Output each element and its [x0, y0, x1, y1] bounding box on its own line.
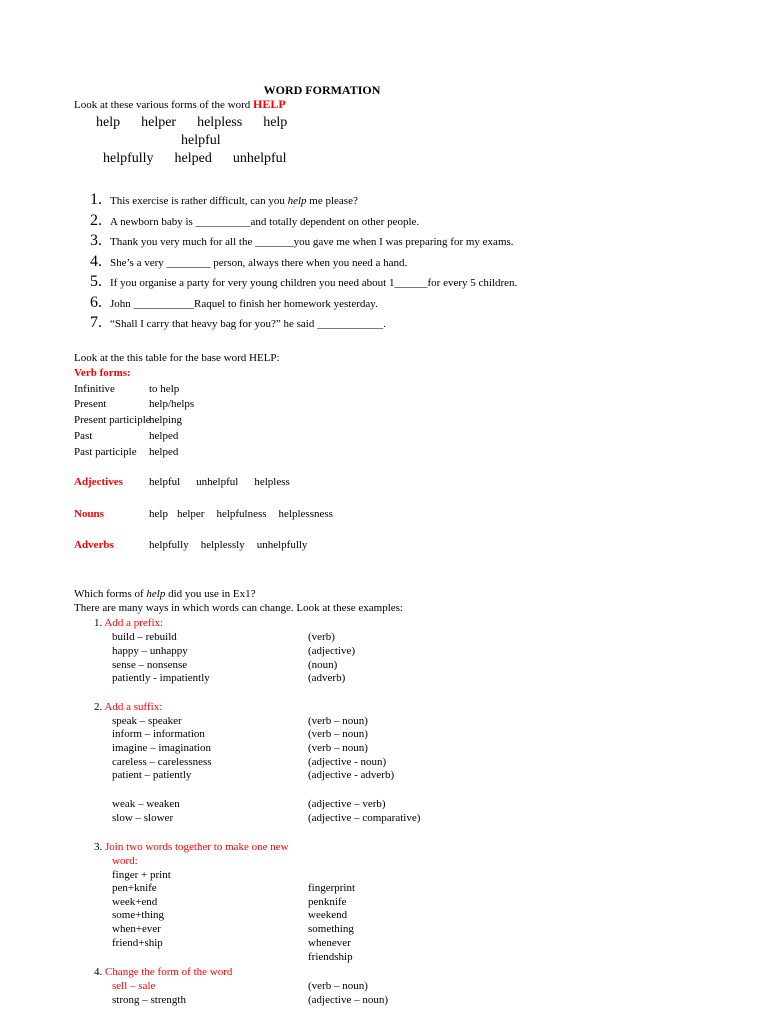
exercise-text: “Shall I carry that heavy bag for you?” he said ____________.: [110, 318, 386, 330]
exercise-text: A newborn baby is __________and totally dependent on other people.: [110, 216, 420, 228]
suffix-heading: [94, 701, 162, 714]
compound-result: friendship: [308, 951, 353, 963]
category-word: helplessly: [200, 539, 245, 551]
exercise-text: me please?: [306, 195, 358, 207]
suffix-word: patient – patiently: [112, 769, 192, 781]
nouns-label: Nouns: [74, 508, 104, 520]
verb-forms-heading: Verb forms:: [74, 367, 131, 379]
category-word: helpful: [149, 476, 181, 488]
adjectives-label: Adjectives: [74, 476, 123, 488]
intro-word: HELP: [253, 97, 286, 111]
section-number: 2.: [94, 701, 105, 713]
exercise-1: [90, 190, 358, 209]
exercise-text: Thank you very much for all the _______you gave me when I was preparing for my exams.: [110, 236, 514, 248]
compound-part: pen+knife: [112, 882, 157, 894]
change-word: sell – sale: [112, 980, 156, 992]
prefix-heading: [94, 617, 163, 630]
forms-line-1: [96, 115, 287, 132]
suffix-type: (verb – noun): [308, 715, 368, 727]
suffix-type: (verb – noun): [308, 728, 368, 740]
section-number: 4.: [94, 966, 105, 978]
forms-line-2: helpful: [181, 133, 221, 148]
compound-part: week+end: [112, 896, 158, 908]
category-word: unhelpfully: [256, 539, 308, 551]
exercise-text: If you organise a party for very young children you need about 1______for every 5 children.: [110, 277, 518, 289]
adverbs-label: Adverbs: [74, 539, 114, 551]
prefix-type: (adverb): [308, 672, 346, 684]
verb-form-value: to help: [149, 383, 180, 395]
exercise-6: [90, 293, 378, 312]
suffix-word: speak – speaker: [112, 715, 182, 727]
prefix-type: (noun): [308, 659, 338, 671]
exercise-number: 5.: [90, 273, 102, 290]
exercise-2: [90, 211, 419, 230]
category-word: helpless: [254, 476, 290, 488]
suffix-type: (adjective – comparative): [308, 812, 421, 824]
adverbs-words: [149, 539, 307, 552]
suffix-word: weak – weaken: [112, 798, 180, 810]
exercise-number: 2.: [90, 212, 102, 229]
question-text: Which forms of: [74, 588, 147, 600]
form-word: helpless: [197, 115, 243, 130]
prefix-word: happy – unhappy: [112, 645, 188, 657]
verb-form-value: help/helps: [149, 398, 195, 410]
category-word: helpfully: [149, 539, 189, 551]
verb-form-label: Past participle: [74, 446, 137, 458]
question-line: [74, 588, 256, 601]
verb-form-value: helping: [149, 414, 182, 426]
page-title: WORD FORMATION: [263, 83, 381, 97]
change-heading: [94, 966, 232, 979]
exercise-number: 6.: [90, 294, 102, 311]
section-number: 1.: [94, 617, 105, 629]
ways-intro: There are many ways in which words can change. Look at these examples:: [74, 602, 403, 614]
adjectives-words: [149, 476, 290, 489]
form-word: help: [96, 115, 121, 130]
verb-form-value: helped: [149, 430, 179, 442]
change-type: (verb – noun): [308, 980, 368, 992]
suffix-word: careless – carelessness: [112, 756, 212, 768]
compound-result: weekend: [308, 909, 348, 921]
forms-line-3: [103, 151, 287, 168]
verb-form-label: Infinitive: [74, 383, 115, 395]
compound-part: friend+ship: [112, 937, 163, 949]
exercise-7: [90, 313, 386, 332]
form-word: help: [263, 115, 288, 130]
exercise-5: [90, 272, 517, 291]
section-title: Change the form of the word: [105, 966, 233, 978]
verb-form-label: Present: [74, 398, 107, 410]
exercise-number: 1.: [90, 191, 102, 208]
suffix-word: inform – information: [112, 728, 205, 740]
prefix-type: (adjective): [308, 645, 356, 657]
compound-result: fingerprint: [308, 882, 356, 894]
section-title: Add a suffix:: [104, 701, 163, 713]
exercise-3: [90, 231, 514, 250]
form-word: unhelpful: [232, 151, 287, 166]
verb-form-label: Present participle: [74, 414, 151, 426]
form-word: helped: [174, 151, 212, 166]
section-number: 3.: [94, 841, 105, 853]
exercise-emphasis: help: [287, 195, 307, 207]
compound-part: when+ever: [112, 923, 161, 935]
exercise-4: [90, 252, 407, 271]
compound-part: finger + print: [112, 869, 171, 881]
exercise-text: This exercise is rather difficult, can you: [110, 195, 288, 207]
exercise-number: 4.: [90, 253, 102, 270]
prefix-type: (verb): [308, 631, 335, 643]
verb-form-value: helped: [149, 446, 179, 458]
prefix-word: sense – nonsense: [112, 659, 188, 671]
prefix-word: patiently - impatiently: [112, 672, 210, 684]
intro-line: [74, 97, 286, 112]
change-word: strong – strength: [112, 994, 186, 1006]
question-emphasis: help: [146, 588, 166, 600]
intro-text: Look at these various forms of the word: [74, 99, 254, 111]
form-word: helpfully: [103, 151, 154, 166]
category-word: helper: [176, 508, 205, 520]
exercise-number: 7.: [90, 314, 102, 331]
compound-heading-cont: word:: [112, 855, 138, 867]
exercise-text: She’s a very ________ person, always there when you need a hand.: [110, 257, 408, 269]
suffix-type: (adjective - noun): [308, 756, 387, 768]
compound-result: whenever: [308, 937, 351, 949]
suffix-type: (adjective - adverb): [308, 769, 395, 781]
category-word: helplessness: [278, 508, 333, 520]
exercise-number: 3.: [90, 232, 102, 249]
compound-result: something: [308, 923, 354, 935]
category-word: unhelpful: [196, 476, 239, 488]
compound-result: penknife: [308, 896, 347, 908]
table-intro: Look at the this table for the base word HELP:: [74, 352, 280, 364]
category-word: help: [149, 508, 168, 520]
nouns-words: [149, 508, 333, 521]
category-word: helpfulness: [216, 508, 267, 520]
suffix-word: slow – slower: [112, 812, 174, 824]
form-word: helper: [141, 115, 177, 130]
exercise-text: John ___________Raquel to finish her homework yesterday.: [110, 298, 378, 310]
suffix-type: (adjective – verb): [308, 798, 386, 810]
change-type: (adjective – noun): [308, 994, 389, 1006]
suffix-word: imagine – imagination: [112, 742, 211, 754]
section-title: Add a prefix:: [104, 617, 164, 629]
compound-part: some+thing: [112, 909, 165, 921]
section-title: Join two words together to make one new: [105, 841, 289, 853]
prefix-word: build – rebuild: [112, 631, 177, 643]
compound-heading: [94, 841, 289, 854]
verb-form-label: Past: [74, 430, 93, 442]
question-text: did you use in Ex1?: [165, 588, 256, 600]
suffix-type: (verb – noun): [308, 742, 368, 754]
